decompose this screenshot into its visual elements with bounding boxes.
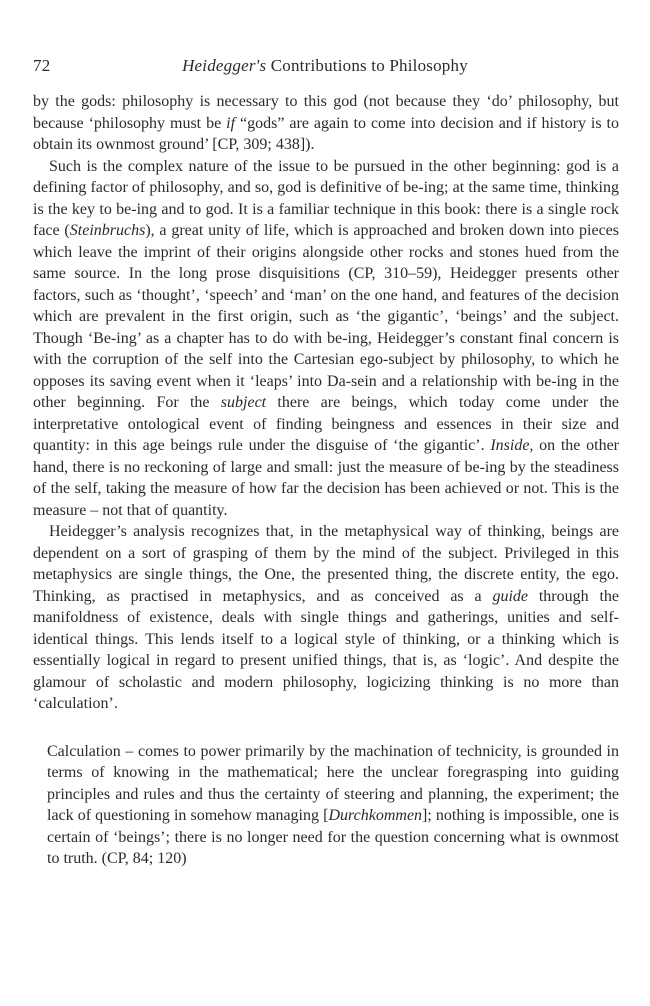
page-number: 72 bbox=[33, 56, 51, 75]
block-quote bbox=[47, 741, 619, 870]
quote-italic: Durchkommen bbox=[328, 807, 423, 824]
page-header bbox=[33, 56, 617, 80]
p3-text-b: through the manifoldness of existence, deals with single things and gatherings, unities and self-identical things. This lends itself to a logical style of thinking, or a thinking which is essentially logical in regard to present unified things, that is, as ‘logic’. And despite the glamour of scholastic and modern philosophy, logicizing thinking is no more than ‘calculation’. bbox=[33, 587, 619, 712]
running-head-italic: Heidegger's bbox=[182, 56, 267, 75]
p2-text-b: ), a great unity of life, which is approached and broken down into pieces which leave the imprint of their origins alongside other rocks and stones hued from the same source. In the long prose disquisitions (CP, 310–59), Heidegger presents other factors, such as ‘thought’, ‘speech’ and ‘man’ on the one hand, and features of the decision which are prevalent in the first origin, such as ‘the gigantic’, ‘beings’ and the subject. Though ‘Be-ing’ as a chapter has to do with be-ing, Heidegger’s constant final concern is with the corruption of the self into the Cartesian ego-subject by philosophy, to which he opposes its saving event when it ‘leaps’ into Da-sein and a relationship with be-ing in the other beginning. For the bbox=[33, 222, 620, 411]
p2-text-d: on the other hand, there is no reckoning of large and small: just the measure of be-ing by the steadiness of the self, taking the measure of how far the decision has been achieved or not. This is the measure – not that of quantity. bbox=[33, 437, 619, 519]
quote-text-b: ]; nothing is impossible, one is certain of ‘beings’; there is no longer need for the question concerning what is ownmost to truth. (CP, 84; 120) bbox=[47, 807, 619, 867]
running-head-rest: Contributions to Philosophy bbox=[266, 56, 468, 75]
paragraph-2 bbox=[33, 156, 619, 522]
p2-italic-1: Steinbruchs bbox=[69, 222, 146, 239]
p1-text-b: “gods” are again to come into decision and if history is to obtain its ownmost ground’ [CP, 309; 438]). bbox=[33, 114, 620, 153]
quote-paragraph bbox=[47, 741, 619, 870]
p2-italic-2: subject bbox=[220, 394, 267, 411]
p2-italic-3: Inside, bbox=[490, 437, 534, 454]
p2-text-a: Such is the complex nature of the issue to be pursued in the other beginning: god is a defining factor of philosophy, and so, god is definitive of be-ing; at the same time, thinking is the key to be-ing and to god. It is a familiar technique in this book: there is a single rock face ( bbox=[33, 157, 619, 239]
p1-text-a: by the gods: philosophy is necessary to this god (not because they ‘do’ philosophy, but because ‘philosophy must be bbox=[33, 93, 619, 132]
running-head bbox=[33, 56, 617, 76]
paragraph-3 bbox=[33, 521, 619, 715]
p1-italic: if bbox=[226, 114, 236, 132]
quote-text-a: Calculation – comes to power primarily by the machination of technicity, is grounded in terms of knowing in the mathematical; here the unclear foregrasping into guiding principles and rules and thus the certainty of steering and planning, the experiment; the lack of questioning in somehow managing [ bbox=[47, 742, 619, 824]
p3-italic: guide bbox=[492, 587, 528, 605]
p2-text-c: there are beings, which today come under the interpretative ontological event of finding beingness and essences in their size and quantity: in this age beings rule under the disguise of ‘the gigantic’. bbox=[33, 394, 619, 454]
page-body bbox=[33, 91, 619, 870]
paragraph-1 bbox=[33, 91, 619, 156]
p3-text-a: Heidegger’s analysis recognizes that, in the metaphysical way of thinking, beings are dependent on a sort of grasping of them by the mind of the subject. Privileged in this metaphysics are single things, the One, the presented thing, the discrete entity, the ego. Thinking, as practised in metaphysics, and as conceived as a bbox=[33, 523, 619, 605]
